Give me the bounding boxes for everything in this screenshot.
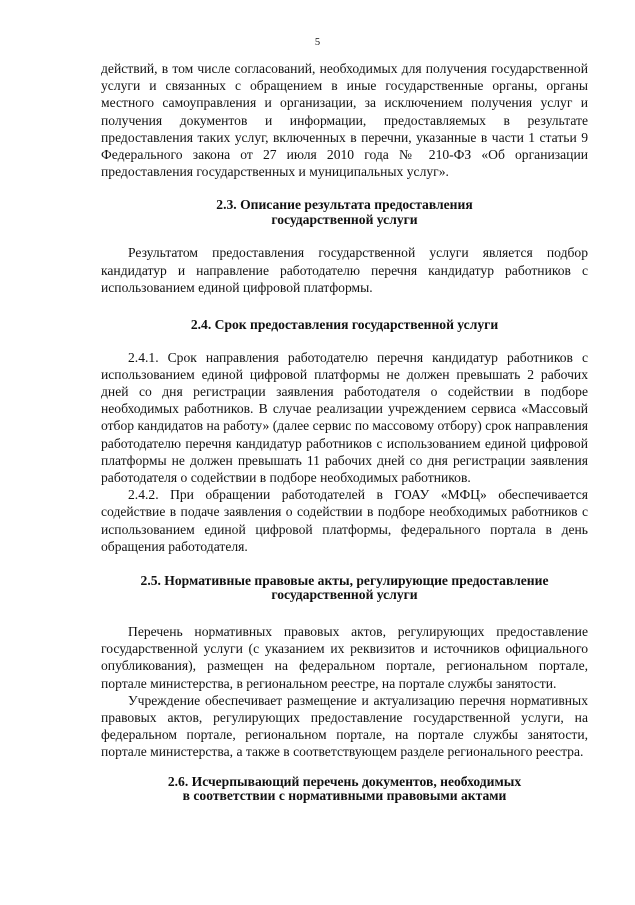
paragraph-2-4-2: 2.4.2. При обращении работодателей в ГОАУ «МФЦ» обеспечивается содействие в подаче заявления о содействии в подборе необходимых работников с использованием единой цифровой платформы, федерального портала в день обращения работодателя. [101,487,588,554]
paragraph-2-5-placement: Учреждение обеспечивает размещение и актуализацию перечня нормативных правовых актов, регулирующих предоставление государственной услуги, на федеральном портале, региональном портале, на портале службы занятости, портале министерства, а также в соответствующем разделе регионального реестра. [101,692,588,760]
section-heading-2-5 [101,574,588,603]
paragraph-continuation: действий, в том числе согласований, необходимых для получения государственной услуги и связанных с обращением в иные государственные органы, органы местного самоуправления и организации, за исключением получения услуг и получения документов и информации, предоставляемых в результате предоставления таких услуг, включенных в перечни, указанные в части 1 статьи 9 Федерального закона от 27 июля 2010 года № 210-ФЗ «Об организации предоставления государственных и муниципальных услуг». [101,61,588,180]
heading-line: государственной услуги [271,211,418,227]
paragraph-result: Результатом предоставления государственной услуги является подбор кандидатур и направление работодателю перечня кандидатур работников с использованием единой цифровой платформы. [101,245,588,295]
heading-line: в соответствии с нормативными правовыми актами [182,788,507,804]
paragraph-2-5-list: Перечень нормативных правовых актов, регулирующих предоставление государственной услуги (с указанием их реквизитов и источников официального опубликования), размещен на федеральном портале, региональном портале, портале министерства, в региональном реестре, на портале службы занятости. [101,623,588,691]
section-heading-2-6 [101,775,588,804]
heading-line: государственной услуги [271,587,418,603]
document-body [101,60,588,804]
heading-line: 2.5. Нормативные правовые акты, регулирующие предоставление [140,572,549,588]
section-heading-2-3 [101,198,588,227]
paragraph-2-4-1: 2.4.1. Срок направления работодателю перечня кандидатур работников с использованием единой цифровой платформы не должен превышать 2 рабочих дней со дня регистрации заявления работодателя о содействии в подборе необходимых работников. В случае реализации учреждением сервиса «Массовый отбор кандидатов на работу» (далее сервис по массовому отбору) срок направления работодателю перечня кандидатур работников с использованием единой цифровой платформы не должен превышать 11 рабочих дней со дня регистрации заявления работодателя о содействии в подборе необходимых работников. [101,349,588,485]
heading-line: 2.3. Описание результата предоставления [216,197,473,213]
page-number: 5 [314,37,321,48]
heading-line: 2.6. Исчерпывающий перечень документов, необходимых [167,773,522,789]
section-heading-2-4: 2.4. Срок предоставления государственной услуги [190,317,499,333]
